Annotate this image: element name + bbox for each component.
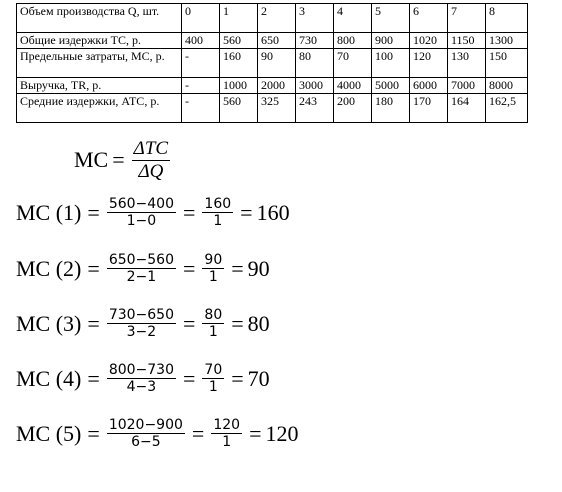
fraction-numerator: 80 (204, 307, 223, 323)
formula-result: 90 (247, 255, 270, 281)
table-cell: 5000 (372, 78, 410, 94)
row-label: Общие издержки ТС, р. (17, 33, 182, 49)
fraction-numerator: ΔTC (133, 138, 169, 159)
table-cell: - (182, 78, 220, 94)
row-label: Предельные затраты, МС, р. (17, 49, 182, 78)
table-cell: 150 (486, 49, 528, 78)
fraction (211, 417, 242, 450)
table-cell: 80 (296, 49, 334, 78)
table-cell: 1020 (410, 33, 448, 49)
fraction-numerator: 800−730 (108, 362, 174, 378)
table-cell: 243 (296, 94, 334, 123)
table-cell: 100 (372, 49, 410, 78)
table-cell: 5 (372, 4, 410, 33)
table-cell: 400 (182, 33, 220, 49)
fraction (132, 138, 170, 183)
table-cell: 170 (410, 94, 448, 123)
formula-lhs: MC (5) (16, 420, 82, 446)
fraction (202, 307, 224, 340)
fraction-denominator: 2−1 (126, 269, 157, 286)
formula-result: 70 (247, 365, 270, 391)
table-cell: 2 (258, 4, 296, 33)
fraction-denominator: 6−5 (131, 434, 161, 451)
table-cell: 180 (372, 94, 410, 123)
equals-sign: = (87, 310, 100, 336)
table-cell: 2000 (258, 78, 296, 94)
table-cell: 90 (258, 49, 296, 78)
equals-sign: = (112, 147, 125, 173)
mc-calculation (16, 362, 270, 395)
fraction-denominator: 1 (208, 379, 218, 396)
fraction (202, 362, 224, 395)
mc-calculation (16, 252, 270, 285)
formula-lhs: MC (1) (16, 199, 82, 225)
row-label: Средние издержки, АТС, р. (17, 94, 182, 123)
table-cell: 7000 (448, 78, 486, 94)
table-row (17, 49, 528, 78)
table-cell: 4000 (334, 78, 372, 94)
fraction (107, 307, 176, 340)
equals-sign: = (240, 199, 253, 225)
formula-lhs: MC (74, 147, 109, 173)
formula-result: 120 (265, 420, 299, 446)
table-cell: 120 (410, 49, 448, 78)
fraction-denominator: 4−3 (126, 379, 157, 396)
table-cell: 650 (258, 33, 296, 49)
table-row (17, 78, 528, 94)
formula-result: 80 (247, 310, 270, 336)
equals-sign: = (87, 420, 100, 446)
equals-sign: = (183, 255, 196, 281)
formula-lhs: MC (4) (16, 365, 82, 391)
fraction (202, 252, 224, 285)
table-cell: 730 (296, 33, 334, 49)
table-cell: 8000 (486, 78, 528, 94)
equals-sign: = (87, 365, 100, 391)
table-cell: 164 (448, 94, 486, 123)
table-cell: 70 (334, 49, 372, 78)
mc-calculation (16, 196, 290, 229)
table-cell: 3 (296, 4, 334, 33)
table-cell: 3000 (296, 78, 334, 94)
formula-lhs: MC (2) (16, 255, 82, 281)
mc-definition-formula (74, 138, 173, 183)
table-cell: 130 (448, 49, 486, 78)
fraction (202, 196, 233, 229)
fraction-numerator: 650−560 (108, 252, 174, 268)
fraction-denominator: ΔQ (138, 160, 164, 182)
fraction-numerator: 70 (204, 362, 223, 378)
equals-sign: = (183, 199, 196, 225)
fraction-denominator: 1 (213, 213, 223, 230)
equals-sign: = (87, 199, 100, 225)
table-cell: 4 (334, 4, 372, 33)
table-cell: 160 (220, 49, 258, 78)
table-cell: 162,5 (486, 94, 528, 123)
table-cell: 325 (258, 94, 296, 123)
equals-sign: = (231, 310, 244, 336)
table-cell: 8 (486, 4, 528, 33)
fraction-denominator: 1 (208, 269, 218, 286)
formula-lhs: MC (3) (16, 310, 82, 336)
table-cell: 1300 (486, 33, 528, 49)
fraction (107, 196, 176, 229)
equals-sign: = (231, 255, 244, 281)
fraction (107, 417, 185, 450)
fraction-denominator: 3−2 (126, 324, 157, 341)
table-cell: 7 (448, 4, 486, 33)
table-cell: 1150 (448, 33, 486, 49)
equals-sign: = (183, 365, 196, 391)
table-cell: 200 (334, 94, 372, 123)
fraction (107, 252, 176, 285)
cost-table (16, 3, 528, 123)
equals-sign: = (191, 420, 205, 446)
table-row (17, 94, 528, 123)
table-cell: 800 (334, 33, 372, 49)
fraction (107, 362, 176, 395)
fraction-numerator: 160 (204, 196, 232, 212)
table-row (17, 33, 528, 49)
equals-sign: = (183, 310, 196, 336)
table-cell: 560 (220, 33, 258, 49)
fraction-numerator: 560−400 (108, 196, 174, 212)
table-cell: - (182, 94, 220, 123)
mc-calculation (16, 307, 270, 340)
equals-sign: = (249, 420, 262, 446)
fraction-numerator: 90 (204, 252, 223, 268)
equals-sign: = (231, 365, 244, 391)
formula-result: 160 (256, 199, 290, 225)
row-label: Объем производства Q, шт. (17, 4, 182, 33)
table-cell: 6000 (410, 78, 448, 94)
fraction-denominator: 1−0 (126, 213, 157, 230)
table-cell: 560 (220, 94, 258, 123)
fraction-numerator: 120 (213, 417, 241, 433)
equals-sign: = (87, 255, 100, 281)
table-cell: 0 (182, 4, 220, 33)
fraction-denominator: 1 (222, 434, 232, 451)
fraction-numerator: 1020−900 (108, 417, 183, 433)
table-cell: - (182, 49, 220, 78)
table-row (17, 4, 528, 33)
fraction-denominator: 1 (208, 324, 218, 341)
mc-calculation (16, 417, 298, 450)
table-cell: 6 (410, 4, 448, 33)
table-cell: 1000 (220, 78, 258, 94)
table-cell: 1 (220, 4, 258, 33)
table-cell: 900 (372, 33, 410, 49)
row-label: Выручка, TR, р. (17, 78, 182, 94)
fraction-numerator: 730−650 (108, 307, 174, 323)
